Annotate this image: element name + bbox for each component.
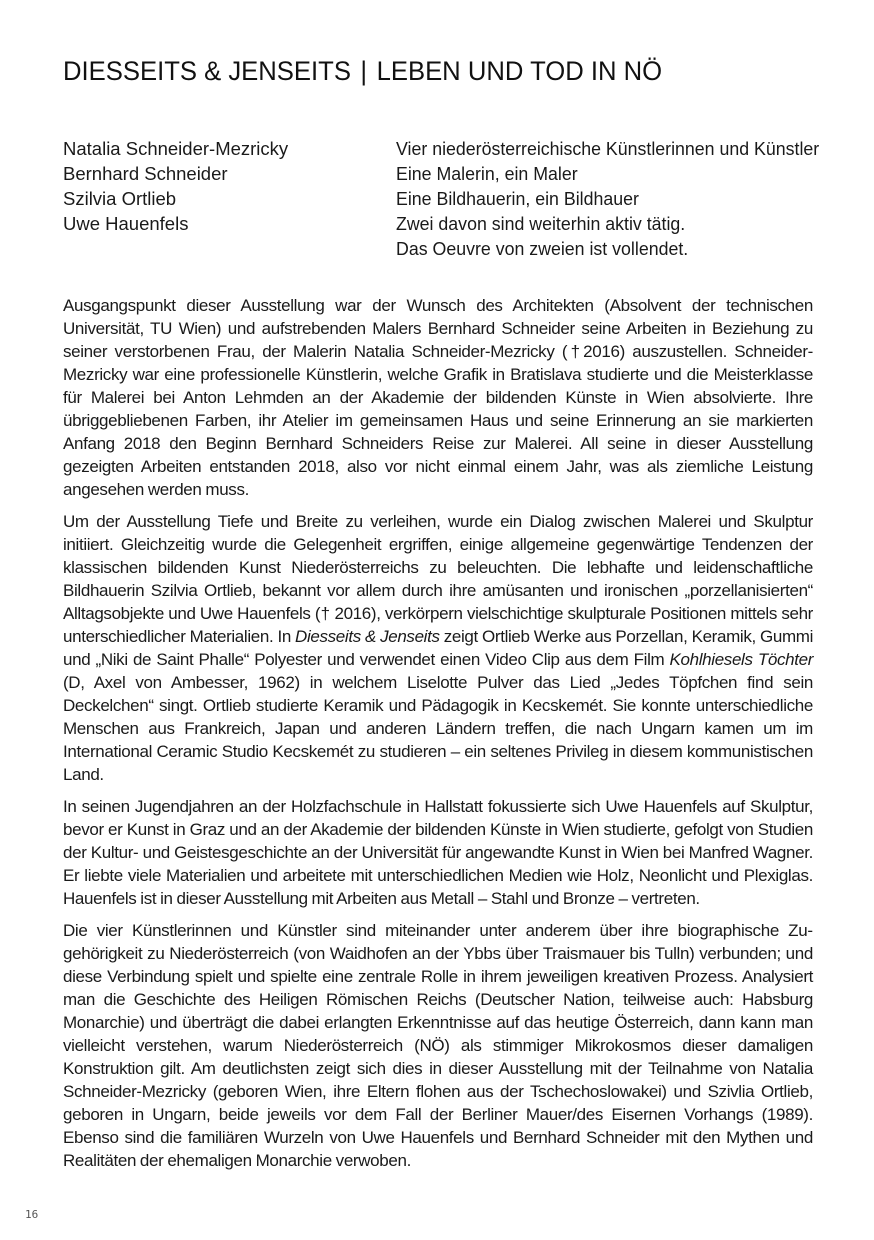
description-line: Vier niederösterreichische Künstlerinnen und Künstler (396, 138, 820, 159)
description-line: Eine Bildhauerin, ein Bildhauer (396, 188, 639, 209)
exhibition-description (396, 136, 828, 261)
title-subtitle: LEBEN UND TOD IN NÖ (376, 56, 663, 86)
paragraph-text: zeigt Ortlieb Werke aus Porzellan, Keramik, Gummi und „Niki de Saint Phalle“ Polyester und verwendet einen Video Clip aus dem Film (63, 627, 813, 669)
paragraph-hauenfels: In seinen Jugendjahren an der Holzfachschule in Hallstatt fokussierte sich Uwe Hauenfels auf Skulptur, bevor er Kunst in Graz und an der Akademie der bildenden Künste in Wien studierte, gefolgt von Studien der Kultur- und Geistesgeschichte an der Universität für angewandte Kunst in Wien bei Manfred Wagner. Er liebte viele Materialien und arbeitete mit unterschiedlichen Medien wie Holz, Neonlicht und Plexiglas. Hauenfels ist in dieser Ausstellung mit Arbeiten aus Metall – Stahl und Bronze – vertreten. (63, 797, 813, 908)
paragraph-lower-austria: Die vier Künstlerinnen und Künstler sind miteinander unter anderem über ihre biographische Zugehörigkeit zu Niederösterreich (von Waidhofen an der Ybbs über Traismauer bis Tulln) verbunden; und diese Verbindung spielt und spielte eine zentrale Rolle in ihrem jeweiligen kreativen Prozess. Analysiert man die Geschichte des Heiligen Römischen Reichs (Deutscher Nation, teilweise auch: Habsburg Monarchie) und überträgt die dabei erlangten Erkenntnisse auf das heutige Österreich, dann kann man vielleicht verstehen, warum Niederösterreich (NÖ) als stimmiger Mikrokosmos dieser damaligen Konstruktion gilt. Am deutlichsten zeigt sich dies in dieser Ausstellung mit der Teilnahme von Natalia Schneider-Mezricky (geboren Wien, ihre Eltern flohen aus der Tschechoslowakei) und Szivlia Ortlieb, geboren in Ungarn, beide jeweils vor dem Fall der Berliner Mauer/des Eisernen Vorhangs (1989). Ebenso sind die familiären Wurzeln von Uwe Hauenfels und Bernhard Schneider mit den Mythen und Realitäten der ehemaligen Monarchie verwoben. (63, 921, 813, 1170)
paragraph-text: (D, Axel von Ambesser, 1962) in welchem Liselotte Pulver das Lied „Jedes Töpfchen find sein Deckelchen“ singt. Ortlieb studierte Keramik und Pädagogik in Kecskemét. Sie konnte unterschiedliche Menschen aus Frankreich, Japan und anderen Ländern treffen, die nach Ungarn kamen um im International Ceramic Studio Kecskemét zu studieren – ein seltenes Privileg in diesem kommunistischen Land. (63, 673, 813, 784)
paragraph-dialog (63, 510, 813, 786)
film-title-italic: Kohlhiesels Töchter (669, 650, 814, 669)
title-separator: | (360, 56, 368, 86)
description-line: Das Oeuvre von zweien ist vollendet. (396, 238, 689, 259)
artist-name: Szilvia Ortlieb (63, 188, 177, 209)
paragraph-origin: Ausgangspunkt dieser Ausstellung war der Wunsch des Architekten (Absolvent der technischen Universität, TU Wien) und aufstrebenden Malers Bernhard Schneider seine Arbeiten in Beziehung zu seiner verstorbenen Frau, der Malerin Natalia Schneider-Mezricky (†2016) auszustellen. Schneider-Mezricky war eine professionelle Künstlerin, welche Grafik in Bratislava studierte und die Meisterklasse für Malerei bei Anton Lehmden an der Akademie der bildenden Künste in Wien absolvierte. Ihre übriggebliebenen Farben, ihr Atelier im gemeinsamen Haus und seine Erinnerung an sie markierten Anfang 2018 den Beginn Bernhard Schneiders Reise zur Malerei. All seine in dieser Ausstellung gezeigten Arbeiten entstanden 2018, also vor nicht einmal einem Jahr, was als ziemliche Leistung angesehen werden muss. (63, 296, 813, 499)
artist-name: Uwe Hauenfels (63, 213, 189, 234)
description-line: Eine Malerin, ein Maler (396, 163, 578, 184)
artist-name: Natalia Schneider-Mezricky (63, 138, 289, 159)
page-title (63, 56, 662, 87)
exhibition-title-italic: Diesseits & Jenseits (295, 627, 440, 646)
body-text (63, 294, 813, 1181)
paragraph-text: Um der Ausstellung Tiefe und Breite zu verleihen, wurde ein Dialog zwischen Malerei und Skulptur initiiert. Gleichzeitig wurde die Gelegenheit ergriffen, einige allgemeine gegenwärtige Tendenzen der klassischen bildenden Kunst Niederösterreichs zu beleuchten. Die lebhafte und leidenschaftliche Bildhauerin Szilvia Ortlieb, bekannt vor allem durch ihre amüsanten und ironischen „porzellanisierten“ Alltagsobjekte und Uwe Hauenfels († 2016), verkörpern vielschichtige skulpturale Positionen mittels sehr unterschiedlicher Materialien. In (63, 512, 813, 646)
title-main: DIESSEITS & JENSEITS (63, 56, 351, 86)
page-number: 16 (25, 1208, 39, 1221)
artist-name: Bernhard Schneider (63, 163, 228, 184)
description-line: Zwei davon sind weiterhin aktiv tätig. (396, 213, 686, 234)
artist-list (63, 136, 383, 236)
